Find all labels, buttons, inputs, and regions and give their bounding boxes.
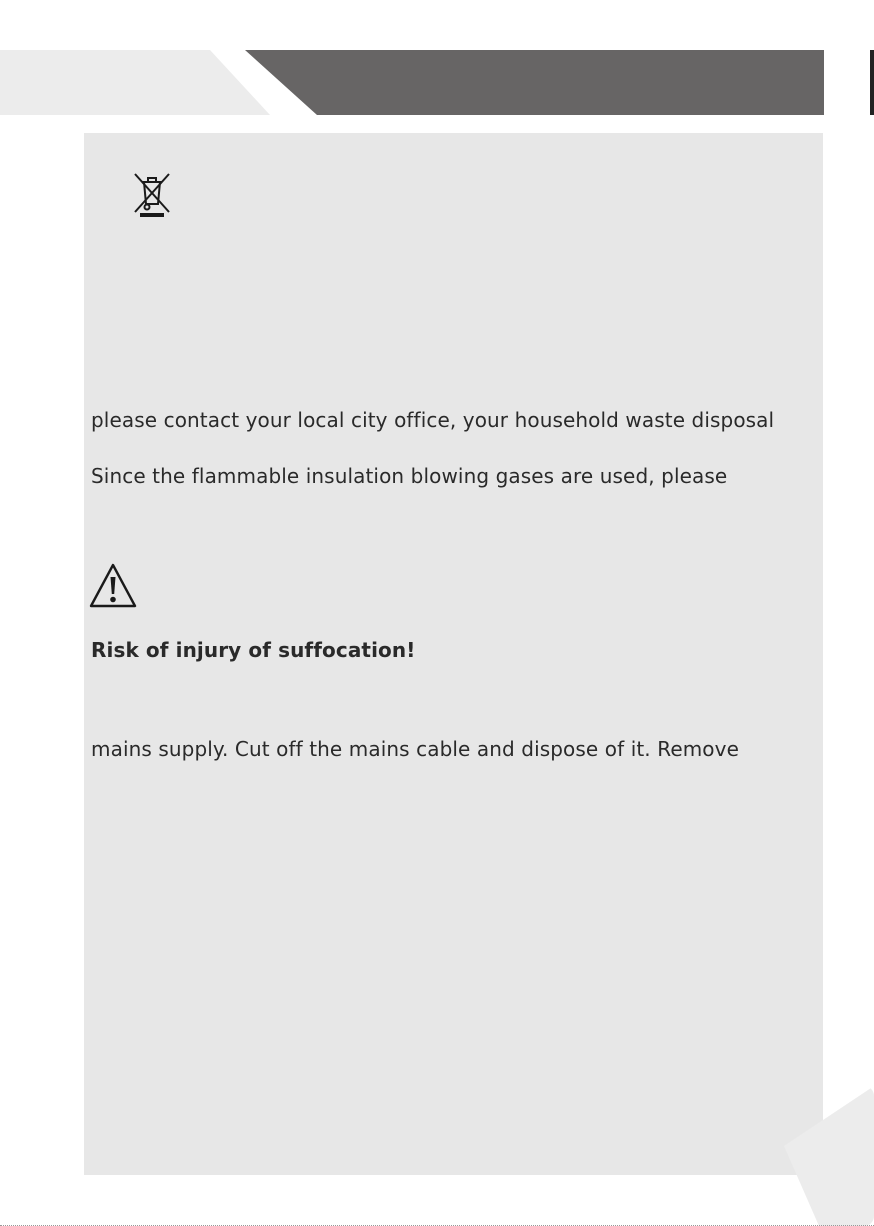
page-edge-marker	[870, 50, 874, 115]
header-tab-left	[0, 50, 300, 115]
warning-title: Risk of injury of suffocation!	[91, 638, 416, 662]
insulation-gas-text-line: Since the flammable insulation blowing gases are used, please	[91, 464, 728, 488]
crossed-out-wheelie-bin-icon	[132, 170, 172, 218]
disposal-text-line: please contact your local city office, your household waste disposal	[91, 408, 775, 432]
mains-cable-text-line: mains supply. Cut off the mains cable and dispose of it. Remove	[91, 737, 739, 761]
header-bar	[245, 50, 824, 115]
warning-triangle-icon	[88, 561, 138, 611]
